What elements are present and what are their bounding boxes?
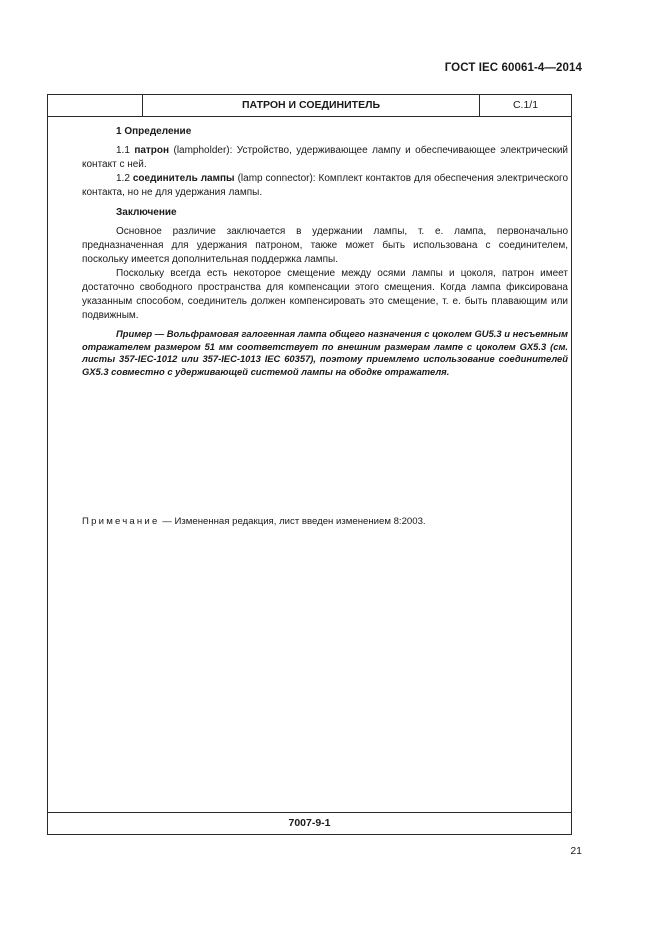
sheet-number: С.1/1 <box>512 99 539 111</box>
definition-1 <box>82 144 568 172</box>
definition-2-number: 1.2 <box>116 173 130 184</box>
page-number: 21 <box>570 845 582 857</box>
conclusion-heading: Заключение <box>116 207 177 218</box>
definition-1-text: (lampholder): Устройство, удерживающее лампу и обеспечивающее электрический контакт с ней. <box>82 145 569 170</box>
section-heading: 1 Определение <box>116 126 192 137</box>
conclusion-paragraph-2: Поскольку всегда есть некоторое смещение между осями лампы и цоколя, патрон имеет достаточно свободного пространства для компенсации этого смещения. Когда лампа фиксирована указанным способом, соединитель должен компенсировать это смещение, т. е. быть плавающим или подвижным. <box>82 268 568 321</box>
definition-1-number: 1.1 <box>116 145 130 156</box>
definition-2 <box>82 172 568 200</box>
sheet-header-row <box>48 95 571 117</box>
definition-1-term: патрон <box>134 145 170 156</box>
example-paragraph: Пример — Вольфрамовая галогенная лампа общего назначения с цоколем GU5.3 и несъемным отражателем размером 51 мм соответствует по внешним размерам лампе с цоколем GX5.3 (см. листы 357-IEC-1012 или 357-IEC-1013 IEC 60357), поэтому приемлемо использование соединителей GX5.3 совместно с удерживающей системой лампы на ободке отражателя. <box>82 328 568 377</box>
sheet-header-blank-cell <box>48 95 143 116</box>
sheet-title: ПАТРОН И СОЕДИНИТЕЛЬ <box>143 95 480 116</box>
note <box>82 516 426 527</box>
conclusion-paragraph-1: Основное различие заключается в удержании лампы, т. е. лампа, первоначально предназначенная для удержания патроном, также может быть использована с соединителем, поскольку имеется дополнительная поддержка лампы. <box>82 226 568 265</box>
note-label: Примечание <box>82 516 160 527</box>
note-text: — Измененная редакция, лист введен изменением 8:2003. <box>162 516 426 527</box>
standard-code: ГОСТ IEC 60061-4—2014 <box>444 62 582 74</box>
sheet-frame <box>47 94 572 835</box>
definition-2-term: соединитель лампы <box>132 173 235 184</box>
definition-2-text: (lamp connector): Комплект контактов для обеспечения электрического контакта, но не для удержания лампы. <box>82 173 569 198</box>
sheet-footer-code: 7007-9-1 <box>48 812 571 834</box>
sheet-content <box>82 125 568 378</box>
